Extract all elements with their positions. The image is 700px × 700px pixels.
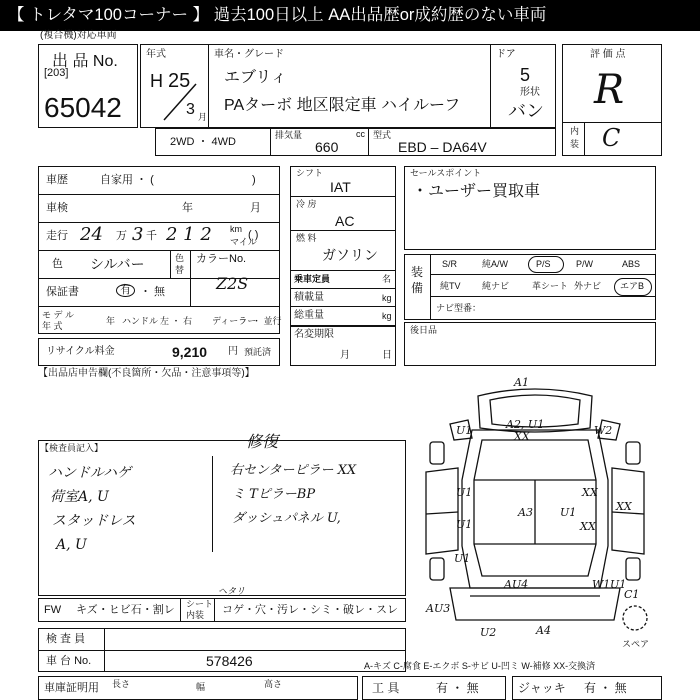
score-label: 評 価 点 <box>590 49 626 60</box>
mark-c1: C1 <box>624 588 640 601</box>
fw-label: FW <box>44 604 62 616</box>
aftermarket-box <box>404 322 656 366</box>
equip-navi: 純ナビ <box>482 281 510 291</box>
shift-label: シフト <box>296 168 324 178</box>
inspector-right-2: ミ TピラーBP <box>232 487 316 502</box>
model-label: 型式 <box>373 130 392 140</box>
load-unit: kg <box>382 293 392 303</box>
mileage-km: km <box>230 224 242 234</box>
dim-width: 幅 <box>196 682 206 692</box>
chassis-label: 車 台 No. <box>46 655 92 667</box>
mark-xx-r2: XX <box>616 500 632 513</box>
mileage-hand-1: 24 <box>80 224 103 245</box>
navi-note: ナビ型番： <box>436 303 482 313</box>
dim-length: 長さ <box>112 679 131 689</box>
gross-unit: kg <box>382 311 392 321</box>
dim-height: 高さ <box>264 679 283 689</box>
mileage-thousand: 千 <box>146 230 157 242</box>
mark-a1: A1 <box>514 376 529 389</box>
model-year-label-1: モ デ ル <box>42 310 75 320</box>
displacement-label: 排気量 <box>275 130 303 140</box>
mark-w1: W1 <box>592 578 611 591</box>
fw-items: キズ・ヒビ石・割レ <box>76 604 175 616</box>
inspector-left-1: ハンドルハゲ <box>48 465 132 481</box>
equip-sr: S/R <box>442 259 458 269</box>
car-label: 車名・グレード <box>214 49 284 60</box>
mark-a4: A4 <box>536 624 551 637</box>
car-name: エブリィ <box>224 69 287 86</box>
history-value: 自家用 ・ ( <box>100 174 154 186</box>
dealer-label: ディーラー <box>212 316 257 326</box>
jack-value: 有 ・ 無 <box>584 681 627 695</box>
mark-u2: U2 <box>480 626 497 639</box>
interior: C <box>602 124 621 152</box>
model-year-unit: 年 <box>106 316 116 326</box>
inspector-left-4: A, U <box>56 537 87 553</box>
tools-value: 有 ・ 無 <box>436 681 479 695</box>
warranty-yes: 有 <box>116 284 135 297</box>
shift-value: IAT <box>330 179 351 195</box>
mark-u1-bl: U1 <box>454 552 471 565</box>
capacity-unit: 名 <box>382 274 392 284</box>
mark-xx-r3: XX <box>580 520 596 533</box>
recycle-value: 9,210 <box>172 344 208 360</box>
mark-w2: W2 <box>594 424 613 437</box>
interior-label-1: 内 <box>570 126 580 136</box>
inspector-right-3: ダッシュパネル U, <box>232 511 341 526</box>
deadline-day: 日 <box>382 350 392 361</box>
color-no-label: カラーNo. <box>196 253 247 265</box>
mark-u1-l2: U1 <box>456 518 473 531</box>
chassis-value: 578426 <box>206 653 253 669</box>
inspector-right-1: 右センターピラー XX <box>230 463 357 478</box>
mark-au4: AU4 <box>504 578 529 591</box>
mark-xx-top: XX <box>514 430 530 443</box>
equipment-label-2: 備 <box>411 281 424 295</box>
load-label: 積載量 <box>294 292 324 303</box>
mark-a2u1: A2, U1 <box>506 418 545 431</box>
inspection-label: 車検 <box>46 202 68 214</box>
tools-label: 工 具 <box>372 681 400 695</box>
color-change-1: 色 <box>175 253 185 263</box>
inspector-label: 【検査員記入】 <box>40 443 104 453</box>
mark-a3: A3 <box>518 506 533 519</box>
gross-label: 総重量 <box>294 310 324 321</box>
ac-label: 冷 房 <box>296 199 317 209</box>
equipment-label-1: 装 <box>411 265 424 279</box>
mark-xx-r1: XX <box>582 486 598 499</box>
seat-items: コゲ・穴・汚レ・シミ・破レ・スレ <box>222 604 398 616</box>
seat-label-1: シート <box>186 599 214 609</box>
mileage-label: 走行 <box>46 230 68 242</box>
equip-tv: 純TV <box>440 281 461 291</box>
lot-sub: [203] <box>44 67 69 79</box>
mark-au3: AU3 <box>426 602 451 615</box>
grade: PAターボ 地区限定車 ハイルーフ <box>224 97 461 114</box>
equip-ext-navi: 外ナビ <box>574 281 602 291</box>
score: R <box>594 67 625 113</box>
door-label: ドア <box>496 49 516 60</box>
displacement: 660 <box>315 139 339 155</box>
sales-point-text: ・ユーザー買取車 <box>412 183 541 200</box>
month: 3 <box>186 101 195 118</box>
recycle-unit: 円 <box>228 346 238 357</box>
damage-legend: A-キズ C-腐食 E-エクボ S-サビ U-凹ミ W-補修 XX-交換済 <box>364 661 596 671</box>
mark-u1-c: U1 <box>560 506 577 519</box>
inspector-left-3: スタッドレス <box>52 513 136 529</box>
mark-u1-tl: U1 <box>456 424 473 437</box>
color-change-2: 替 <box>175 265 185 275</box>
doors: 5 <box>520 65 531 85</box>
equip-leather: 革シート <box>532 281 569 291</box>
deadline-unit: 月 <box>340 350 350 361</box>
model-year-label-2: 年 式 <box>42 321 63 331</box>
color-no-value: Z2S <box>216 274 249 293</box>
handle-label: ハンドル <box>122 316 159 326</box>
displacement-unit: cc <box>356 129 365 139</box>
month-unit: 月 <box>198 112 208 122</box>
warranty-no: ・ 無 <box>140 286 166 298</box>
fuel-value: ガソリン <box>322 247 378 263</box>
aftermarket-label: 後日品 <box>410 325 438 335</box>
fuel-label: 燃 料 <box>296 233 317 243</box>
color-value: シルバー <box>90 256 145 272</box>
equip-ps: P/S <box>536 259 551 269</box>
inspector-left-2: 荷室A, U <box>50 489 109 505</box>
mark-u1-l1: U1 <box>456 486 473 499</box>
sales-point-label: セールスポイント <box>410 168 482 178</box>
dealer-value: ・ 並行 <box>252 316 282 326</box>
inspector-heading: 修復 <box>246 432 279 451</box>
equip-airbag: エアB <box>620 281 645 291</box>
ac-value: AC <box>335 213 355 229</box>
era: H <box>150 71 163 91</box>
banner-text: 【 トレタマ100コーナー 】 過去100日以上 AA出品歴or成約歴のない車両 <box>8 6 547 24</box>
sales-point-box <box>404 166 656 250</box>
recycle-label: リサイクル料金 <box>46 346 115 357</box>
mileage-man: 万 <box>116 230 127 242</box>
equip-pw: P/W <box>576 259 593 269</box>
color-label: 色 <box>52 258 63 270</box>
lot-label: 出 品 No. <box>52 53 118 70</box>
model: EBD – DA64V <box>398 139 487 155</box>
mileage-mile: マイル <box>230 237 257 247</box>
shape: バン <box>508 101 544 121</box>
recycle-note: 預託済 <box>244 347 272 357</box>
mileage-hand-2: 3 <box>132 224 144 245</box>
car-diagram <box>410 376 660 646</box>
inspection-month: 月 <box>250 202 261 214</box>
mark-u1-br: U1 <box>610 578 627 591</box>
mileage-paren: ( ) <box>248 229 259 241</box>
equip-aw: 純A/W <box>482 259 508 269</box>
history-label: 車歴 <box>46 174 68 186</box>
warranty-label: 保証書 <box>46 286 79 298</box>
drive: 2WD ・ 4WD <box>170 136 236 148</box>
inspection-year: 年 <box>182 202 193 214</box>
year-label: 年式 <box>146 49 166 60</box>
top-note: (複合機)対応車両 <box>40 30 117 41</box>
spare-label: スペア <box>622 639 650 649</box>
interior-label-2: 装 <box>570 139 580 149</box>
inspector-sign-label: 検 査 員 <box>46 633 86 645</box>
lot-number: 65042 <box>44 92 122 123</box>
jack-label: ジャッキ <box>518 681 566 695</box>
fw-hetari: ヘタリ <box>218 587 246 597</box>
deadline-label: 名変期限 <box>294 329 334 340</box>
shape-label: 形状 <box>520 87 540 98</box>
year: 25 <box>168 70 191 92</box>
equip-abs: ABS <box>622 259 641 269</box>
seat-label-2: 内装 <box>186 610 205 620</box>
handle-value: 左 ・ 右 <box>160 316 193 326</box>
mileage-hand-3: 2 1 2 <box>166 224 212 245</box>
cert-label: 車庫証明用 <box>44 682 99 694</box>
history-close: ) <box>252 174 256 186</box>
dealer-notes-label: 【出品店申告欄(不良箇所・欠品・注意事項等)】 <box>38 368 255 379</box>
capacity-label: 乗車定員 <box>294 274 331 284</box>
